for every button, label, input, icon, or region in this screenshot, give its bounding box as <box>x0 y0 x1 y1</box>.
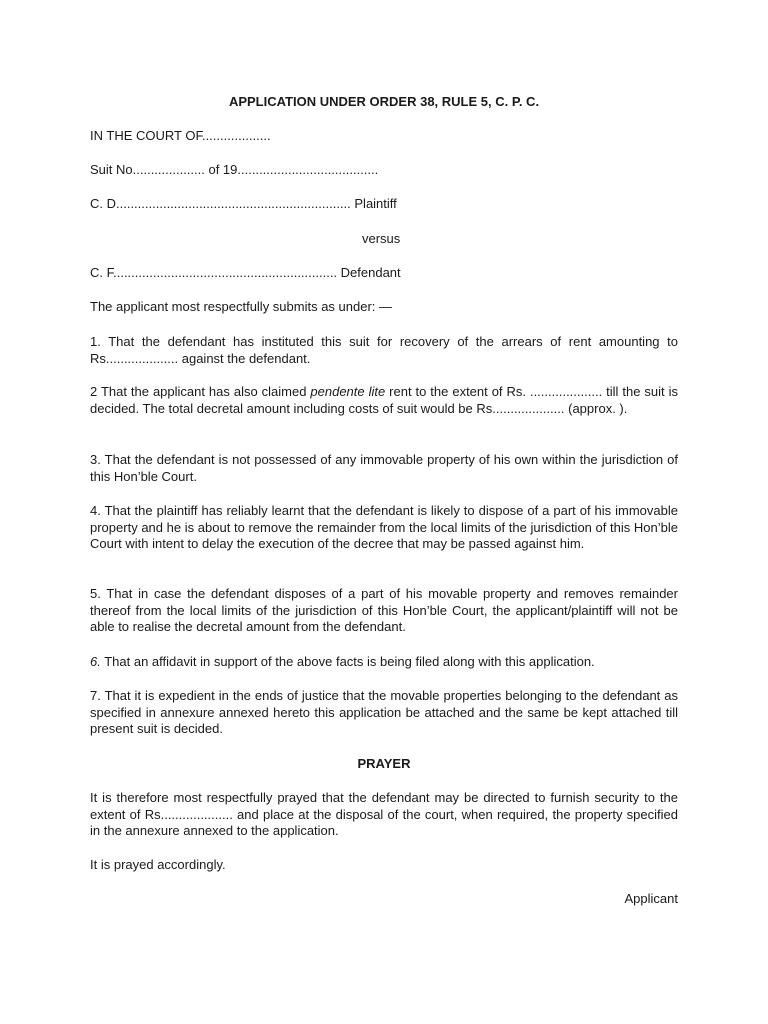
document-page <box>90 0 678 1024</box>
paragraph-5: 5. That in case the defendant disposes of a part of his movable property and removes remainder thereof from the local limits of the jurisdiction of this Hon’ble Court, the applicant/plaintiff will not be able to realise the decretal amount from the defendant. <box>90 586 678 635</box>
plaintiff-line: C. D................................................................. Plaintiff <box>90 196 397 211</box>
suit-number-line: Suit No.................... of 19....................................... <box>90 162 379 177</box>
prayer-text: It is therefore most respectfully prayed that the defendant may be directed to furnish security to the extent of Rs.................... and place at the disposal of the court, when required, the property specified in the annexure annexed to the application. <box>90 790 678 839</box>
signature-applicant: Applicant <box>624 891 678 906</box>
paragraph-2-rest: rent to the extent of Rs. .................... till the suit is decided. The total decretal amount including costs of suit would be Rs.................... (approx. ). <box>90 384 678 416</box>
intro-text: The applicant most respectfully submits as under: — <box>90 299 393 314</box>
paragraph-2-italic: pendente lite <box>310 384 386 399</box>
paragraph-6-text: That an affidavit in support of the above facts is being filed along with this application. <box>100 654 595 669</box>
defendant-line: C. F.............................................................. Defendant <box>90 265 401 280</box>
prayer-heading: PRAYER <box>357 756 411 771</box>
paragraph-2-lead: 2 That the applicant has also claimed <box>90 384 311 399</box>
paragraph-2 <box>90 384 678 417</box>
paragraph-3: 3. That the defendant is not possessed of any immovable property of his own within the jurisdiction of this Hon’ble Court. <box>90 452 678 484</box>
paragraph-1: 1. That the defendant has instituted this suit for recovery of the arrears of rent amounting to Rs.................... against the defendant. <box>90 334 678 366</box>
court-line: IN THE COURT OF................... <box>90 128 271 143</box>
paragraph-6-number: 6. <box>90 654 101 669</box>
paragraph-7: 7. That it is expedient in the ends of justice that the movable properties belonging to the defendant as specified in annexure annexed hereto this application be attached and the same be kept attached till present suit is decided. <box>90 688 678 737</box>
closing-text: It is prayed accordingly. <box>90 857 226 872</box>
versus-text: versus <box>362 231 401 246</box>
paragraph-6 <box>90 654 678 671</box>
paragraph-4: 4. That the plaintiff has reliably learnt that the defendant is likely to dispose of a part of his immovable property and he is about to remove the remainder from the local limits of the jurisdiction of this Hon’ble Court with intent to delay the execution of the decree that may be passed against him. <box>90 503 678 552</box>
document-title: APPLICATION UNDER ORDER 38, RULE 5, C. P. C. <box>228 94 540 109</box>
